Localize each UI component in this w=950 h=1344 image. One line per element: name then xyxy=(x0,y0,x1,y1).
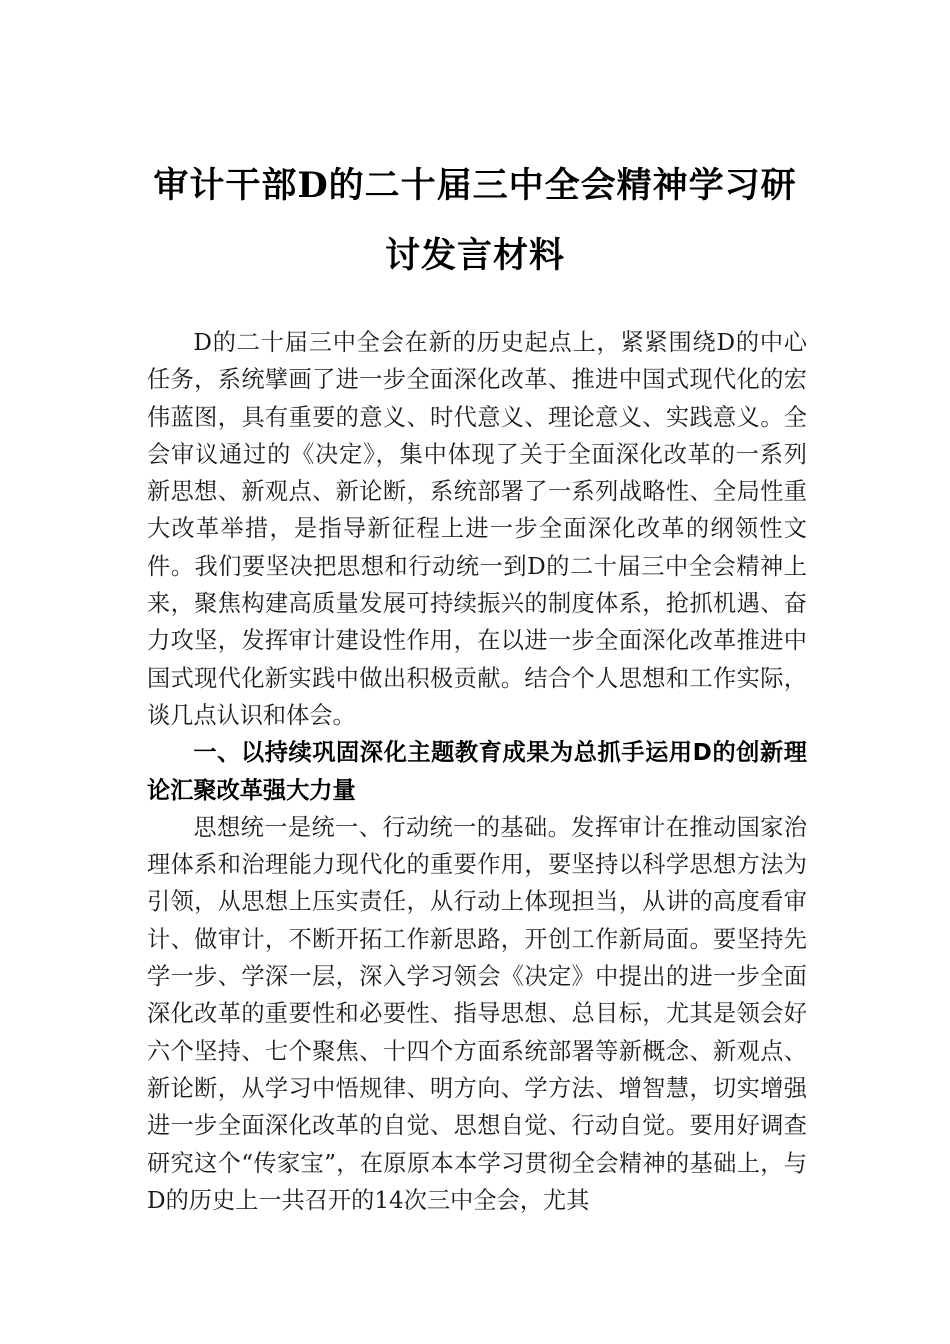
section-heading-1: 一、以持续巩固深化主题教育成果为总抓手运用D的创新理论汇聚改革强大力量 xyxy=(147,739,807,804)
document-body xyxy=(147,324,807,1219)
document-title: 审计干部D的二十届三中全会精神学习研讨发言材料 xyxy=(153,165,797,276)
section-1-paragraph: 思想统一是统一、行动统一的基础。发挥审计在推动国家治理体系和治理能力现代化的重要作用，要坚持以科学思想方法为引领，从思想上压实责任，从行动上体现担当，从讲的高度看审计、做审计，不断开拓工作新思路，开创工作新局面。要坚持先学一步、学深一层，深入学习领会《决定》中提出的进一步全面深化改革的重要性和必要性、指导思想、总目标，尤其是领会好六个坚持、七个聚焦、十四个方面系统部署等新概念、新观点、新论断，从学习中悟规律、明方向、学方法、增智慧，切实增强进一步全面深化改革的自觉、思想自觉、行动自觉。要用好调查研究这个“传家宝”，在原原本本学习贯彻全会精神的基础上，与D的历史上一共召开的14次三中全会，尤其 xyxy=(147,813,807,1214)
intro-paragraph: D的二十届三中全会在新的历史起点上，紧紧围绕D的中心任务，系统擘画了进一步全面深化改革、推进中国式现代化的宏伟蓝图，具有重要的意义、时代意义、理论意义、实践意义。全会审议通过的《决定》，集中体现了关于全面深化改革的一系列新思想、新观点、新论断，系统部署了一系列战略性、全局性重大改革举措，是指导新征程上进一步全面深化改革的纲领性文件。我们要坚决把思想和行动统一到D的二十届三中全会精神上来，聚焦构建高质量发展可持续振兴的制度体系，抢抓机遇、奋力攻坚，发挥审计建设性作用，在以进一步全面深化改革推进中国式现代化新实践中做出积极贡献。结合个人思想和工作实际，谈几点认识和体会。 xyxy=(147,329,807,729)
